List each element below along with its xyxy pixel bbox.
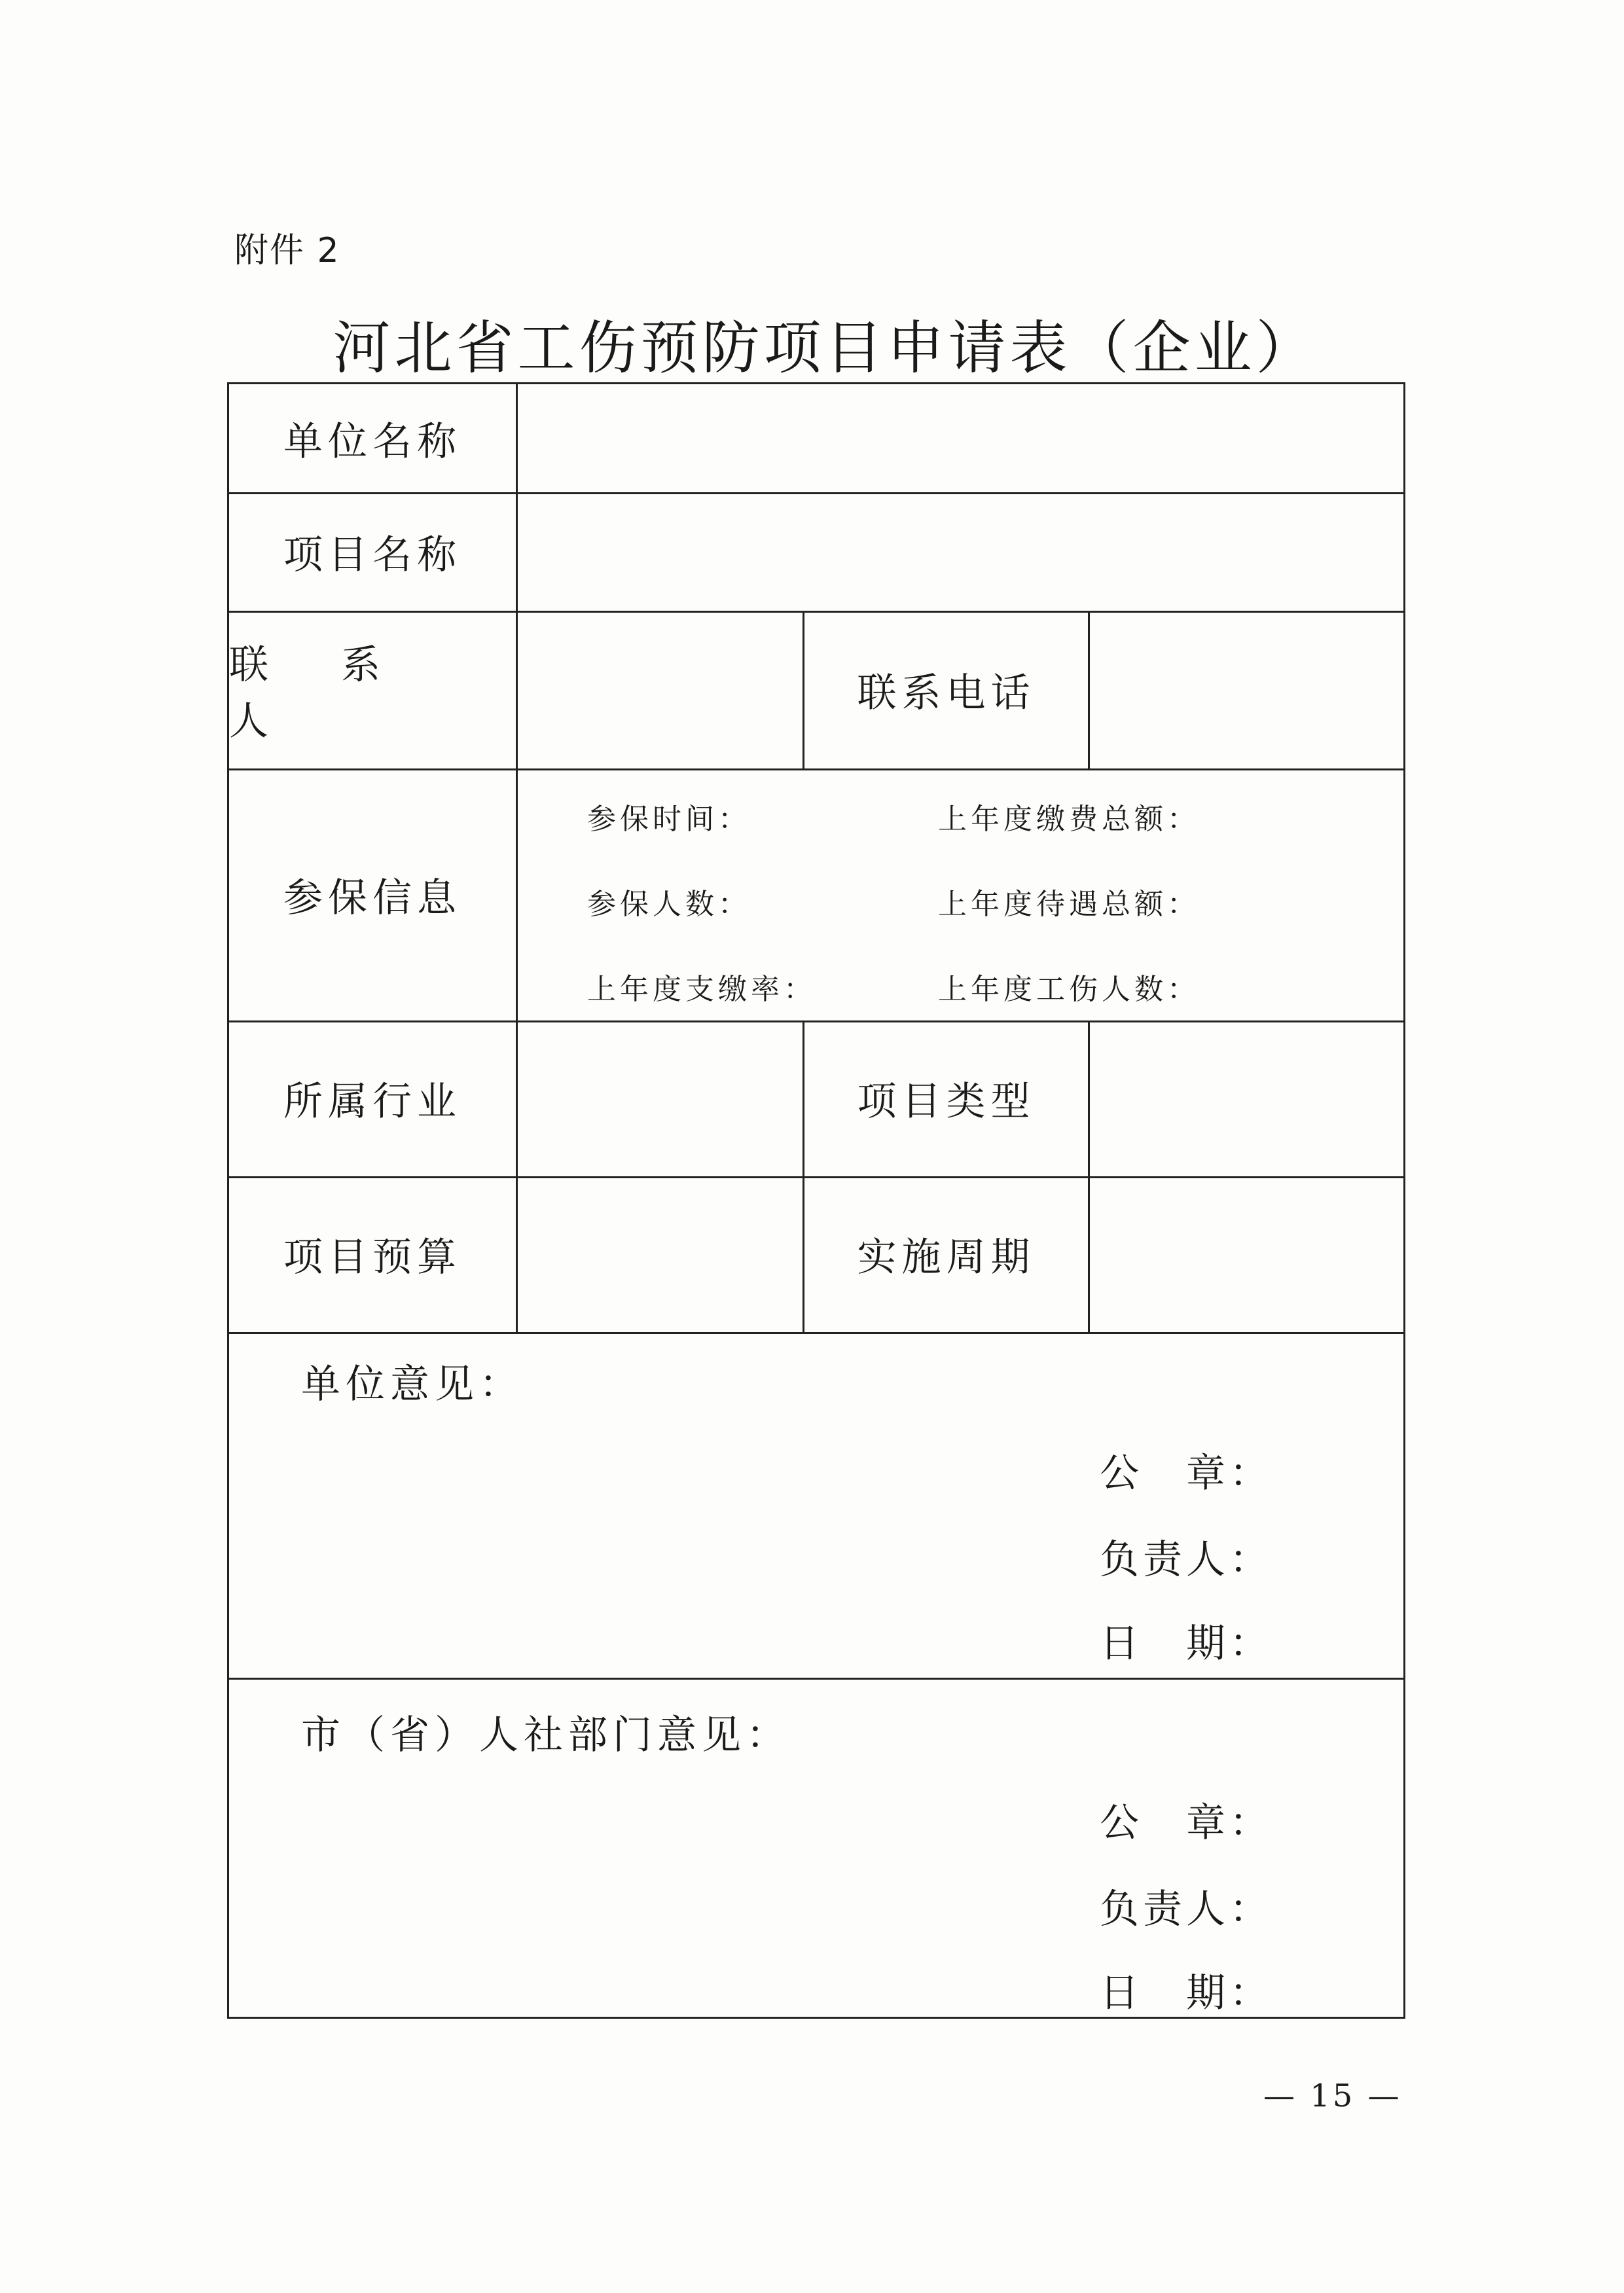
unit-name-label: 单位名称 [283,418,461,465]
period-label: 实施周期 [857,1235,1036,1280]
page-number: — 15 — [1263,2078,1402,2114]
contact-label: 联 系 人 [229,641,411,744]
period-field[interactable] [1090,1176,1404,1332]
phone-label: 联系电话 [857,670,1036,716]
budget-label: 项目预算 [283,1235,461,1280]
insurance-info-label: 参保信息 [283,875,461,921]
injury-count: 上年度工伤人数： [938,973,1200,1006]
insured-count: 参保人数： [587,888,751,921]
project-type-field[interactable] [1090,1020,1404,1176]
budget-field[interactable] [518,1176,803,1332]
project-name-field[interactable] [518,492,1401,611]
project-type-label: 项目类型 [857,1079,1036,1125]
unit-name-field[interactable] [518,384,1401,492]
phone-field[interactable] [1090,611,1404,768]
project-name-label: 项目名称 [283,532,461,578]
contribution-rate: 上年度支缴率： [587,973,816,1006]
page-title: 河北省工伤预防项目申请表（企业） [333,314,1318,382]
dept-seal-label: 公 章： [1100,1800,1272,1846]
total-payment: 上年度缴费总额： [938,803,1200,836]
row-divider [229,1332,1403,1334]
industry-label: 所属行业 [283,1079,461,1125]
dept-opinion-label: 市（省）人社部门意见： [301,1712,791,1758]
dept-responsible-label: 负责人： [1100,1887,1272,1932]
insurance-start-time: 参保时间： [587,803,751,836]
attachment-label: 附件 2 [234,231,340,270]
dept-date-label: 日 期： [1100,1970,1272,2016]
total-benefits: 上年度待遇总额： [938,888,1200,921]
row-divider [229,1678,1403,1680]
contact-field[interactable] [518,611,803,768]
unit-seal-label: 公 章： [1100,1451,1272,1496]
application-form [227,382,1405,2019]
unit-responsible-label: 负责人： [1100,1537,1272,1583]
unit-opinion-label: 单位意见： [301,1362,524,1407]
unit-date-label: 日 期： [1100,1621,1272,1667]
industry-field[interactable] [518,1020,803,1176]
